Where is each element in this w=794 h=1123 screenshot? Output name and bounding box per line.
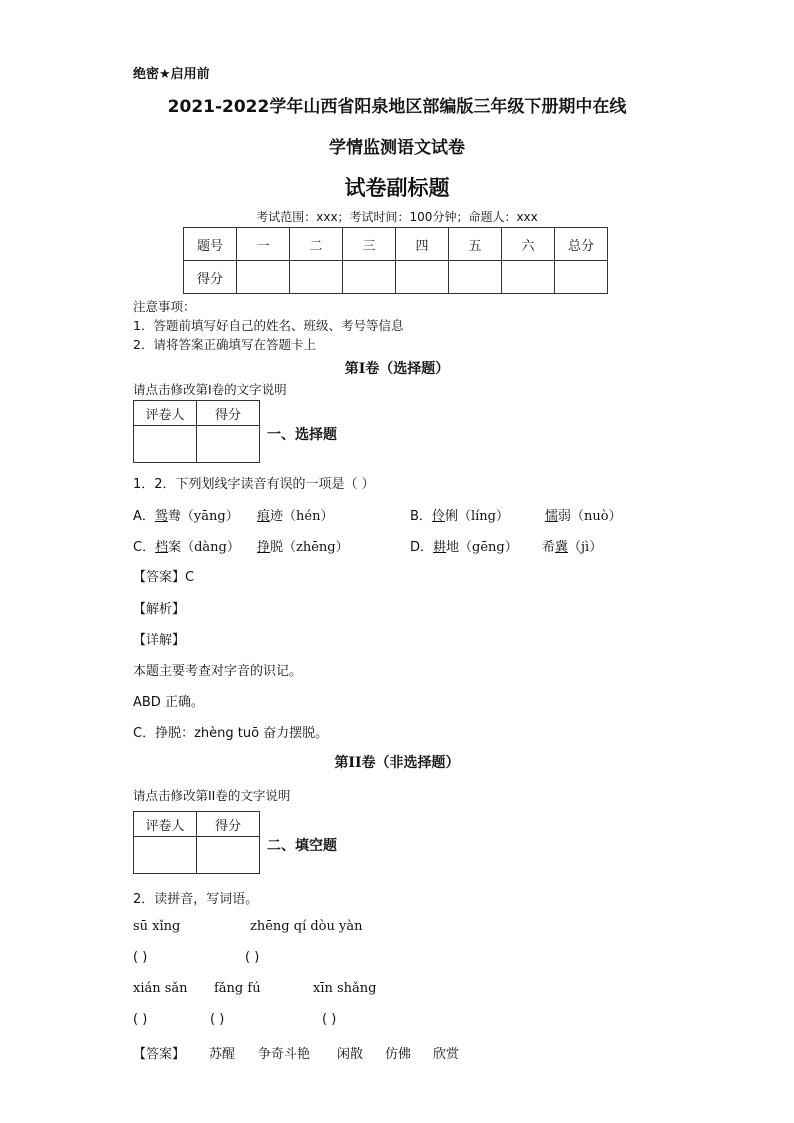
option-word: 希 — [542, 540, 556, 555]
option-word: 弱（nuò） — [558, 509, 622, 524]
option-word: 鸯（yāng） — [167, 509, 239, 524]
score-header-cell: 二 — [290, 228, 343, 261]
underlined-char: 冀 — [555, 540, 569, 555]
option-word: 迹（hén） — [270, 509, 334, 524]
exam-title-line2: 学情监测语文试卷 — [329, 138, 465, 158]
option-d-word2 — [542, 536, 602, 555]
score-cell[interactable] — [449, 261, 502, 294]
option-label: C． — [133, 540, 156, 555]
option-word: 地（gēng） — [446, 540, 518, 555]
part2-heading: 第II卷（非选择题） — [334, 755, 460, 771]
answer-word: 苏醒 — [209, 1047, 236, 1062]
pinyin: xīn shǎng — [313, 981, 377, 996]
answer-2-label: 【答案】 — [133, 1047, 186, 1062]
pinyin: zhēng qí dòu yàn — [250, 919, 363, 934]
underlined-char: 痕 — [257, 509, 271, 524]
part1-grader-table — [133, 400, 260, 463]
answer-word: 仿佛 — [385, 1047, 412, 1062]
answer-word: 争奇斗艳 — [258, 1047, 311, 1062]
score-header-cell: 五 — [449, 228, 502, 261]
part1-heading: 第I卷（选择题） — [344, 361, 450, 377]
part2-grader-table — [133, 811, 260, 874]
option-word: （jì） — [568, 540, 603, 555]
answer-blank[interactable]: ( ) — [322, 1012, 337, 1027]
score-cell[interactable] — [396, 261, 449, 294]
pinyin: sū xǐng — [133, 919, 181, 934]
answer-word: 闲散 — [337, 1047, 364, 1062]
score-cell[interactable] — [197, 837, 260, 874]
option-word: 案（dàng） — [168, 540, 240, 555]
underlined-char: 鸳 — [154, 509, 168, 524]
option-c[interactable] — [133, 536, 240, 555]
part2-hint[interactable]: 请点击修改第II卷的文字说明 — [133, 788, 291, 803]
grader-cell[interactable] — [134, 837, 197, 874]
score-row-label: 得分 — [184, 261, 237, 294]
notes-title: 注意事项： — [133, 299, 196, 314]
option-c-word2 — [257, 536, 349, 555]
option-label: A． — [133, 509, 155, 524]
option-label: B． — [410, 509, 432, 524]
underlined-char: 耕 — [433, 540, 447, 555]
notes-item: 1．答题前填写好自己的姓名、班级、考号等信息 — [133, 318, 404, 333]
option-b-word2 — [545, 505, 622, 524]
underlined-char: 档 — [155, 540, 169, 555]
notes — [133, 297, 403, 354]
underlined-char: 懦 — [545, 509, 559, 524]
score-cell[interactable] — [555, 261, 608, 294]
option-label: D． — [410, 540, 434, 555]
option-b[interactable] — [410, 505, 509, 524]
score-cell[interactable] — [343, 261, 396, 294]
option-a-word2 — [257, 505, 333, 524]
option-d[interactable] — [410, 536, 518, 555]
score-cell[interactable] — [290, 261, 343, 294]
pinyin: fǎng fú — [214, 981, 261, 996]
detail-1-line2: ABD 正确。 — [133, 695, 204, 710]
question-2: 2．读拼音，写词语。 — [133, 892, 259, 907]
score-label: 得分 — [197, 812, 260, 837]
part1-hint[interactable]: 请点击修改第I卷的文字说明 — [133, 382, 287, 397]
detail-1-line3: C．挣脱：zhèng tuō 奋力摆脱。 — [133, 726, 329, 741]
detail-1-line1: 本题主要考查对字音的识记。 — [133, 664, 303, 679]
score-header-cell: 三 — [343, 228, 396, 261]
part2-question-type: 二、填空题 — [267, 838, 337, 854]
answer-blank[interactable]: ( ) — [133, 1012, 148, 1027]
score-table — [183, 227, 608, 294]
score-cell[interactable] — [197, 426, 260, 463]
grader-label: 评卷人 — [134, 401, 197, 426]
exam-info: 考试范围：xxx；考试时间：100分钟；命题人：xxx — [256, 210, 538, 224]
detail-1-label: 【详解】 — [133, 633, 186, 648]
question-1: 1．2．下列划线字读音有误的一项是（ ） — [133, 477, 375, 492]
answer-blank[interactable]: ( ) — [245, 950, 260, 965]
score-header-cell: 题号 — [184, 228, 237, 261]
analysis-1: 【解析】 — [133, 602, 186, 617]
grader-cell[interactable] — [134, 426, 197, 463]
score-table-header-row — [184, 228, 608, 261]
secret-mark: 绝密★启用前 — [133, 67, 210, 82]
underlined-char: 伶 — [431, 509, 445, 524]
score-header-cell: 一 — [237, 228, 290, 261]
score-cell[interactable] — [237, 261, 290, 294]
score-cell[interactable] — [502, 261, 555, 294]
exam-subtitle: 试卷副标题 — [344, 176, 450, 200]
answer-blank[interactable]: ( ) — [133, 950, 148, 965]
part1-question-type: 一、选择题 — [267, 427, 337, 443]
option-word: 脱（zhēng） — [270, 540, 349, 555]
answer-word: 欣赏 — [433, 1047, 460, 1062]
answer-1: 【答案】C — [133, 570, 195, 585]
pinyin: xián sǎn — [133, 981, 188, 996]
exam-title-line1: 2021-2022学年山西省阳泉地区部编版三年级下册期中在线 — [167, 97, 627, 117]
underlined-char: 挣 — [257, 540, 271, 555]
score-table-score-row — [184, 261, 608, 294]
grader-label: 评卷人 — [134, 812, 197, 837]
score-label: 得分 — [197, 401, 260, 426]
score-header-cell: 四 — [396, 228, 449, 261]
option-word: 俐（líng） — [444, 509, 509, 524]
option-a[interactable] — [133, 505, 239, 524]
score-header-cell: 六 — [502, 228, 555, 261]
notes-item: 2．请将答案正确填写在答题卡上 — [133, 337, 316, 352]
answer-blank[interactable]: ( ) — [210, 1012, 225, 1027]
score-header-cell: 总分 — [555, 228, 608, 261]
